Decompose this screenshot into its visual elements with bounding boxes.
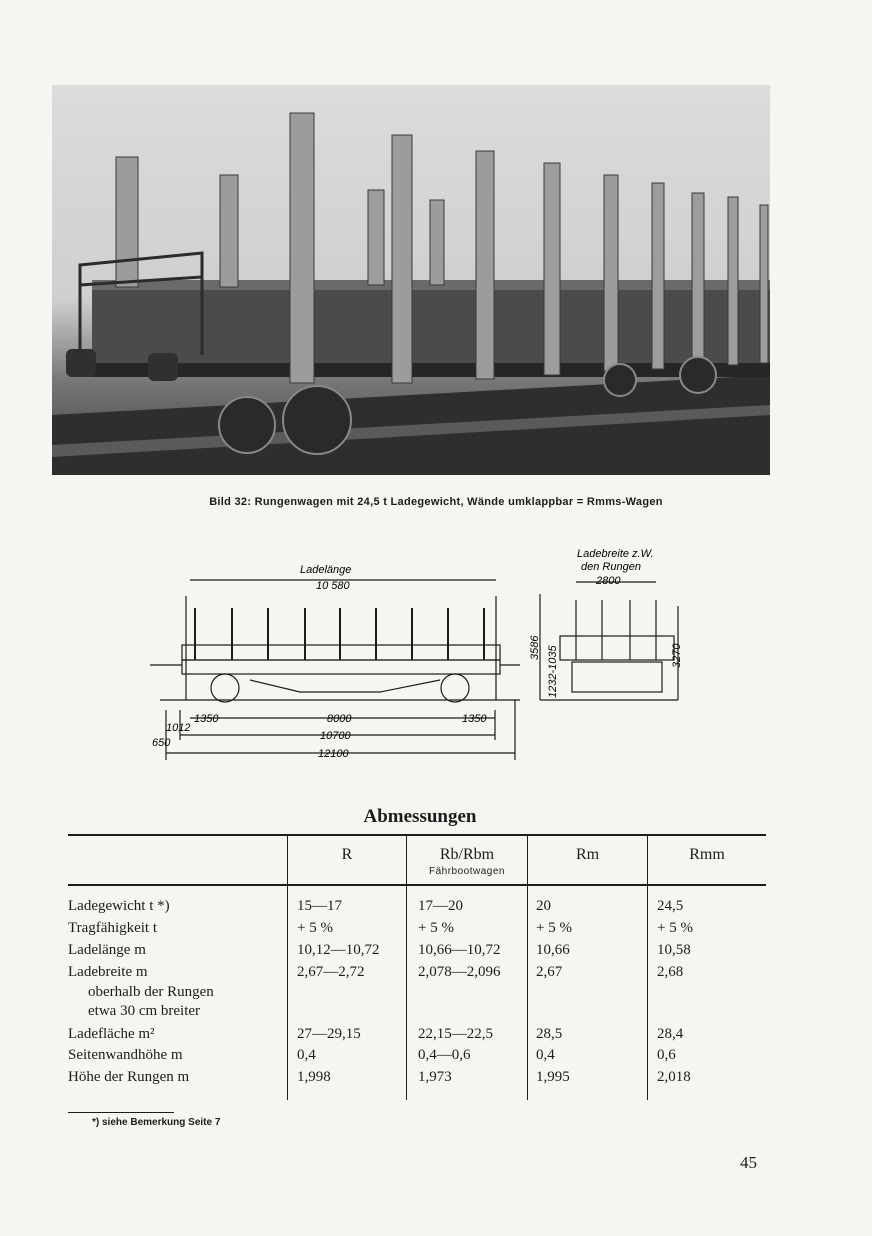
table-cell: 28,5 [536, 1026, 563, 1042]
ladelaenge-label: Ladelänge [300, 564, 352, 576]
table-row [0, 984, 872, 1004]
table-row [0, 1026, 872, 1046]
table-cell: 27—29,15 [297, 1026, 361, 1042]
figure-caption: Bild 32: Rungenwagen mit 24,5 t Ladegewicht, Wände umklappbar = Rmms-Wagen [209, 496, 663, 508]
dim-10700: 10700 [320, 730, 351, 742]
footnote-rule [68, 1112, 174, 1113]
row-label: Ladelänge m [68, 942, 146, 958]
row-label: Höhe der Rungen m [68, 1069, 190, 1085]
table-cell: + 5 % [657, 920, 693, 936]
table-cell: 17—20 [418, 898, 463, 914]
dim-12100: 12100 [318, 748, 349, 760]
table-cell: 0,4 [297, 1047, 316, 1063]
height-1232: 1232-1035 [547, 645, 559, 698]
table-row [0, 920, 872, 940]
height-3586: 3586 [529, 635, 541, 660]
table-row [0, 898, 872, 918]
col-header-rm: Rm [575, 846, 600, 863]
table-cell: 0,4 [536, 1047, 555, 1063]
table-cell: 1,995 [536, 1069, 570, 1085]
table-cell: + 5 % [536, 920, 572, 936]
table-row [0, 1047, 872, 1067]
col-header-rmm: Rmm [689, 846, 725, 863]
table-row [0, 1003, 872, 1023]
table-cell: 10,66—10,72 [418, 942, 501, 958]
dim-1350-right: 1350 [462, 713, 487, 725]
dim-8000: 8000 [327, 713, 352, 725]
table-cell: 1,998 [297, 1069, 331, 1085]
table-cell: 2,67 [536, 964, 563, 980]
row-label: oberhalb der Rungen [88, 984, 214, 1000]
footnote: *) siehe Bemerkung Seite 7 [92, 1117, 221, 1128]
dim-650: 650 [152, 737, 171, 749]
page-number: 45 [740, 1153, 757, 1172]
row-label: Tragfähigkeit t [68, 920, 158, 936]
table-header-rule [68, 884, 766, 886]
table-cell: + 5 % [418, 920, 454, 936]
row-label: Ladebreite m [68, 964, 148, 980]
row-label: Ladegewicht t *) [68, 898, 170, 914]
table-cell: 2,078—2,096 [418, 964, 501, 980]
row-label: etwa 30 cm breiter [88, 1003, 201, 1019]
table-top-rule [68, 834, 766, 836]
table-cell: 0,4—0,6 [418, 1047, 471, 1063]
col-subheader-faehrbootwagen: Fährbootwagen [429, 866, 505, 877]
dim-1012: 1012 [166, 722, 191, 734]
table-cell: 1,973 [418, 1069, 452, 1085]
ladebreite-value: 2800 [596, 575, 621, 587]
table-cell: 0,6 [657, 1047, 676, 1063]
table-cell: 10,58 [657, 942, 691, 958]
row-label: Ladefläche m² [68, 1026, 155, 1042]
table-cell: 2,68 [657, 964, 684, 980]
height-3270: 3270 [671, 643, 683, 668]
table-cell: 2,018 [657, 1069, 691, 1085]
table-cell: 10,12—10,72 [297, 942, 380, 958]
col-header-r: R [341, 846, 353, 863]
table-cell: 20 [536, 898, 551, 914]
table-cell: 2,67—2,72 [297, 964, 365, 980]
table-row [0, 964, 872, 984]
ladebreite-label-2: den Rungen [581, 561, 641, 573]
table-cell: 22,15—22,5 [418, 1026, 493, 1042]
col-header-rb-rbm: Rb/Rbm [439, 846, 495, 863]
table-row [0, 1069, 872, 1089]
table-row [0, 942, 872, 962]
table-cell: 28,4 [657, 1026, 684, 1042]
ladebreite-label-1: Ladebreite z.W. [577, 548, 654, 560]
ladelaenge-value: 10 580 [316, 580, 350, 592]
dim-1350-left: 1350 [194, 713, 219, 725]
table-cell: 24,5 [657, 898, 684, 914]
table-cell: + 5 % [297, 920, 333, 936]
table-cell: 10,66 [536, 942, 570, 958]
table-title: Abmessungen [363, 806, 477, 827]
row-label: Seitenwandhöhe m [68, 1047, 183, 1063]
table-cell: 15—17 [297, 898, 342, 914]
